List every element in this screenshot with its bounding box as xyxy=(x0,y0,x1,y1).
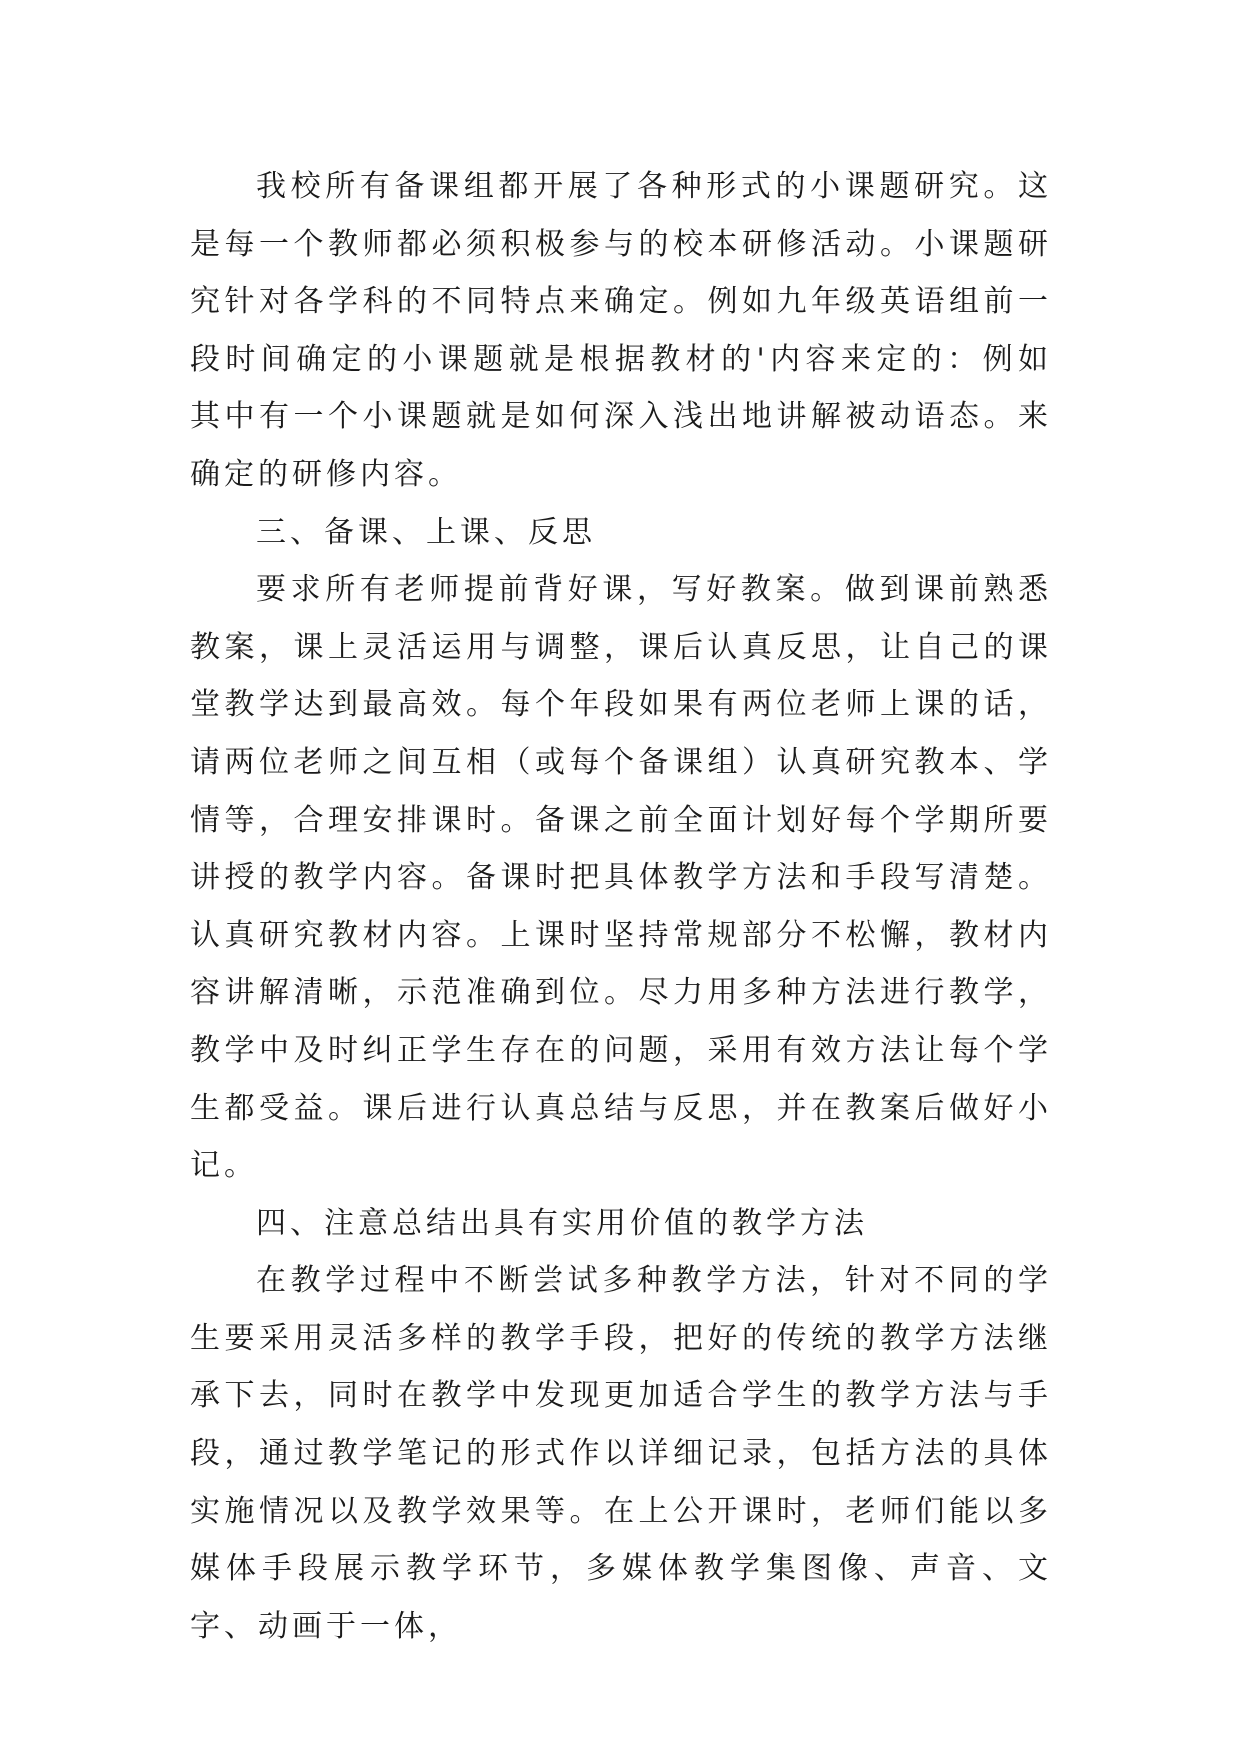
paragraph-small-topic-research: 我校所有备课组都开展了各种形式的小课题研究。这是每一个教师都必须积极参与的校本研修活动。小课题研究针对各学科的不同特点来确定。例如九年级英语组前一段时间确定的小课题就是根据教材的'内容来定的：例如其中有一个小课题就是如何深入浅出地讲解被动语态。来确定的研修内容。 xyxy=(190,169,1052,492)
section-heading-teaching-methods: 四、注意总结出具有实用价值的教学方法 xyxy=(256,1205,868,1241)
document-body xyxy=(190,158,1052,1655)
paragraph-teaching-methods: 在教学过程中不断尝试多种教学方法，针对不同的学生要采用灵活多样的教学手段，把好的传统的教学方法继承下去，同时在教学中发现更加适合学生的教学方法与手段，通过教学笔记的形式作以详细记录，包括方法的具体实施情况以及教学效果等。在上公开课时，老师们能以多媒体手段展示教学环节，多媒体教学集图像、声音、文字、动画于一体， xyxy=(190,1263,1052,1644)
section-heading-lesson-prep: 三、备课、上课、反思 xyxy=(256,514,596,550)
paragraph-lesson-prep: 要求所有老师提前背好课，写好教案。做到课前熟悉教案，课上灵活运用与调整，课后认真反思，让自己的课堂教学达到最高效。每个年段如果有两位老师上课的话，请两位老师之间互相（或每个备课组）认真研究教本、学情等，合理安排课时。备课之前全面计划好每个学期所要讲授的教学内容。备课时把具体教学方法和手段写清楚。认真研究教材内容。上课时坚持常规部分不松懈，教材内容讲解清晰，示范准确到位。尽力用多种方法进行教学，教学中及时纠正学生存在的问题，采用有效方法让每个学生都受益。课后进行认真总结与反思，并在教案后做好小记。 xyxy=(190,572,1052,1184)
